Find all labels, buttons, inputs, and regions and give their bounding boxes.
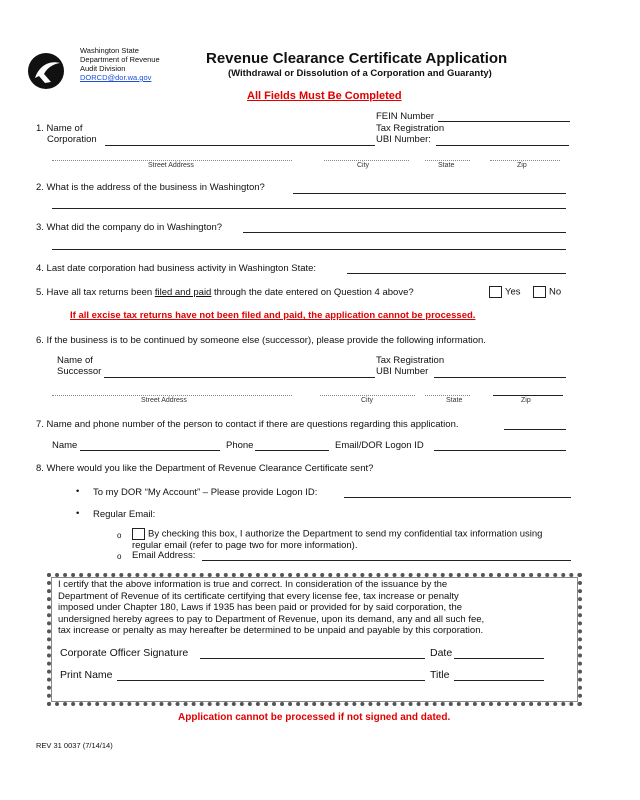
certification-line: undersigned hereby agrees to pay to Department of Revenue, upon its demand, any and all such fee, bbox=[58, 613, 485, 625]
q5-yes-option[interactable] bbox=[489, 286, 521, 298]
city-caption: City bbox=[357, 162, 370, 169]
title-field[interactable] bbox=[454, 680, 544, 681]
q1-taxreg-2: UBI Number: bbox=[376, 134, 431, 145]
zip-field[interactable] bbox=[490, 160, 560, 161]
contact-email-field[interactable] bbox=[434, 450, 566, 451]
agency-line: Department of Revenue bbox=[80, 55, 160, 64]
date-label: Date bbox=[430, 647, 453, 659]
contact-phone-field[interactable] bbox=[255, 450, 329, 451]
agency-block bbox=[80, 46, 160, 82]
print-name-field[interactable] bbox=[117, 680, 425, 681]
successor-state-caption: State bbox=[446, 397, 463, 404]
q1-taxreg-1: Tax Registration bbox=[376, 123, 445, 134]
successor-city-caption: City bbox=[361, 397, 374, 404]
successor-name-field[interactable] bbox=[104, 377, 375, 378]
form-number: REV 31 0037 (7/14/14) bbox=[36, 741, 113, 750]
successor-zip-caption: Zip bbox=[521, 397, 531, 404]
contact-phone-label: Phone bbox=[226, 440, 254, 451]
date-field[interactable] bbox=[454, 658, 544, 659]
q5-pre: 5. Have all tax returns been bbox=[36, 287, 155, 298]
q1-label-2: Corporation bbox=[47, 134, 97, 145]
state-field[interactable] bbox=[425, 160, 470, 161]
successor-city-field[interactable] bbox=[320, 395, 415, 396]
logon-id-field[interactable] bbox=[344, 497, 571, 498]
q2-field-2[interactable] bbox=[52, 208, 566, 209]
q3-field-1[interactable] bbox=[243, 232, 566, 233]
q8-label: 8. Where would you like the Department of Revenue Clearance Certificate sent? bbox=[36, 463, 374, 474]
contact-name-label: Name bbox=[52, 440, 78, 451]
yes-checkbox[interactable] bbox=[489, 286, 502, 298]
dor-logo bbox=[27, 52, 65, 90]
certification-text bbox=[58, 579, 484, 637]
ubi-number-field[interactable] bbox=[436, 145, 569, 146]
q6-name-2: Successor bbox=[57, 366, 102, 377]
q7-tail-field[interactable] bbox=[504, 429, 566, 430]
agency-line: Audit Division bbox=[80, 64, 126, 73]
q4-label: 4. Last date corporation had business activity in Washington State: bbox=[36, 263, 317, 274]
title-label: Title bbox=[430, 669, 450, 681]
yes-label: Yes bbox=[505, 286, 521, 298]
fein-field[interactable] bbox=[438, 121, 570, 122]
q2-field-1[interactable] bbox=[293, 193, 566, 194]
certification-line: tax increase or penalty as may hereafter be determined to be unpaid and payable by this corporation. bbox=[58, 625, 484, 636]
successor-street-field[interactable] bbox=[52, 395, 292, 396]
q6-taxreg-2: UBI Number bbox=[376, 366, 429, 377]
contact-name-field[interactable] bbox=[80, 450, 220, 451]
q7-label: 7. Name and phone number of the person to contact if there are questions regarding this application. bbox=[36, 419, 459, 430]
authorize-email-option[interactable] bbox=[132, 528, 542, 540]
q8-option-2: Regular Email: bbox=[93, 509, 156, 520]
print-name-label: Print Name bbox=[60, 669, 113, 681]
corporation-name-field[interactable] bbox=[105, 145, 375, 146]
agency-line: Washington State bbox=[80, 46, 139, 55]
page-title: Revenue Clearance Certificate Application bbox=[206, 50, 508, 67]
zip-caption: Zip bbox=[517, 162, 527, 169]
bottom-notice: Application cannot be processed if not signed and dated. bbox=[178, 712, 451, 723]
q5-post: through the date entered on Question 4 above? bbox=[211, 287, 414, 298]
authorize-text-2: regular email (refer to page two for more information). bbox=[132, 540, 358, 551]
q1-label-1: 1. Name of bbox=[36, 123, 83, 134]
q3-field-2[interactable] bbox=[52, 249, 566, 250]
q6-label: 6. If the business is to be continued by someone else (successor), please provide the following information. bbox=[36, 335, 486, 346]
certification-line: imposed under Chapter 180, Laws if 1935 has been paid or provided for by said corporation, the bbox=[58, 602, 463, 613]
fein-label: FEIN Number bbox=[376, 111, 435, 122]
authorize-text-1: By checking this box, I authorize the Department to send my confidential tax information using bbox=[148, 528, 543, 540]
q2-label: 2. What is the address of the business in Washington? bbox=[36, 182, 265, 193]
q5-warning: If all excise tax returns have not been filed and paid, the application cannot be processed. bbox=[70, 310, 476, 321]
state-caption: State bbox=[438, 162, 455, 169]
authorize-checkbox[interactable] bbox=[132, 528, 145, 540]
q6-taxreg-1: Tax Registration bbox=[376, 355, 445, 366]
q3-label: 3. What did the company do in Washington? bbox=[36, 222, 223, 233]
successor-state-field[interactable] bbox=[425, 395, 470, 396]
q5-no-option[interactable] bbox=[533, 286, 561, 298]
certification-line: Department of Revenue of its certificate certifying that every license fee, tax increase or penalty bbox=[58, 590, 459, 602]
email-address-label: Email Address: bbox=[132, 550, 196, 561]
city-field[interactable] bbox=[324, 160, 409, 161]
page-subtitle: (Withdrawal or Dissolution of a Corporation and Guaranty) bbox=[228, 68, 492, 79]
circle-bullet-icon: o bbox=[117, 531, 122, 540]
signature-field[interactable] bbox=[200, 658, 425, 659]
no-checkbox[interactable] bbox=[533, 286, 546, 298]
q5-underlined: filed and paid bbox=[154, 287, 212, 298]
signature-label: Corporate Officer Signature bbox=[60, 647, 189, 659]
successor-ubi-field[interactable] bbox=[434, 377, 566, 378]
bullet-icon: • bbox=[76, 486, 80, 497]
q6-name-1: Name of bbox=[57, 355, 93, 366]
street-caption: Street Address bbox=[148, 162, 194, 169]
q8-option-1: To my DOR “My Account” – Please provide Logon ID: bbox=[93, 487, 318, 498]
street-field[interactable] bbox=[52, 160, 292, 161]
no-label: No bbox=[549, 286, 562, 298]
contact-email-label: Email/DOR Logon ID bbox=[335, 440, 424, 451]
successor-street-caption: Street Address bbox=[141, 397, 187, 404]
bullet-icon: • bbox=[76, 508, 80, 519]
certification-line: I certify that the above information is true and correct. In consideration of the issuance by the bbox=[58, 579, 448, 590]
q5-label bbox=[36, 287, 414, 298]
email-address-field[interactable] bbox=[202, 560, 571, 561]
agency-email-link[interactable]: DORCD@dor.wa.gov bbox=[80, 73, 152, 82]
circle-bullet-icon: o bbox=[117, 552, 122, 561]
required-notice: All Fields Must Be Completed bbox=[247, 90, 402, 102]
q4-date-field[interactable] bbox=[347, 273, 566, 274]
successor-zip-field[interactable] bbox=[493, 395, 563, 396]
